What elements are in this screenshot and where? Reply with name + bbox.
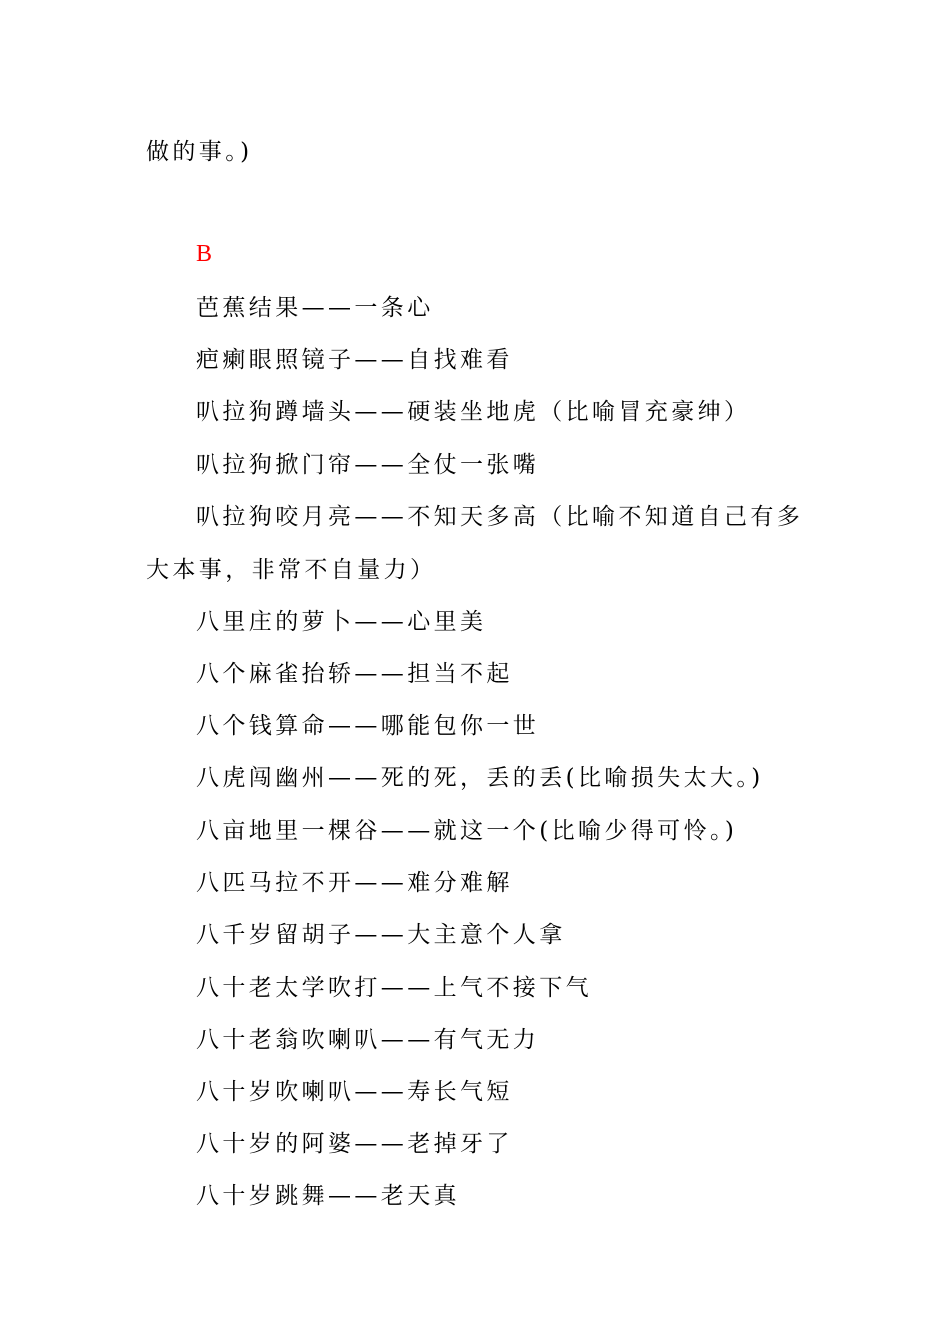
xiehouyu-entry: 叭拉狗蹲墙头——硬装坐地虎（比喻冒充豪绅） bbox=[196, 399, 751, 425]
xiehouyu-entry: 八匹马拉不开——难分难解 bbox=[196, 870, 513, 896]
xiehouyu-entry: 八千岁留胡子——大主意个人拿 bbox=[196, 922, 566, 948]
xiehouyu-entry: 八亩地里一棵谷——就这一个(比喻少得可怜。) bbox=[196, 818, 738, 844]
xiehouyu-entry: 八个麻雀抬轿——担当不起 bbox=[196, 661, 513, 687]
xiehouyu-entry: 八十老翁吹喇叭——有气无力 bbox=[196, 1027, 540, 1053]
xiehouyu-entry: 八里庄的萝卜——心里美 bbox=[196, 609, 487, 635]
xiehouyu-entry: 叭拉狗掀门帘——全仗一张嘴 bbox=[196, 452, 540, 478]
continuation-text-line: 做的事。) bbox=[146, 139, 253, 165]
section-letter-heading: B bbox=[196, 241, 213, 267]
xiehouyu-entry: 八个钱算命——哪能包你一世 bbox=[196, 713, 540, 739]
xiehouyu-entry: 芭蕉结果——一条心 bbox=[196, 295, 434, 321]
xiehouyu-entry: 八十岁吹喇叭——寿长气短 bbox=[196, 1079, 513, 1105]
xiehouyu-entry: 八十老太学吹打——上气不接下气 bbox=[196, 975, 592, 1001]
xiehouyu-entry: 八虎闯幽州——死的死，丢的丢(比喻损失太大。) bbox=[196, 765, 764, 791]
xiehouyu-entry: 八十岁的阿婆——老掉牙了 bbox=[196, 1131, 513, 1157]
xiehouyu-entry: 叭拉狗咬月亮——不知天多高（比喻不知道自己有多 bbox=[196, 504, 804, 530]
xiehouyu-entry-continuation: 大本事，非常不自量力） bbox=[146, 557, 437, 583]
xiehouyu-entry: 疤瘌眼照镜子——自找难看 bbox=[196, 347, 513, 373]
xiehouyu-entry: 八十岁跳舞——老天真 bbox=[196, 1183, 460, 1209]
